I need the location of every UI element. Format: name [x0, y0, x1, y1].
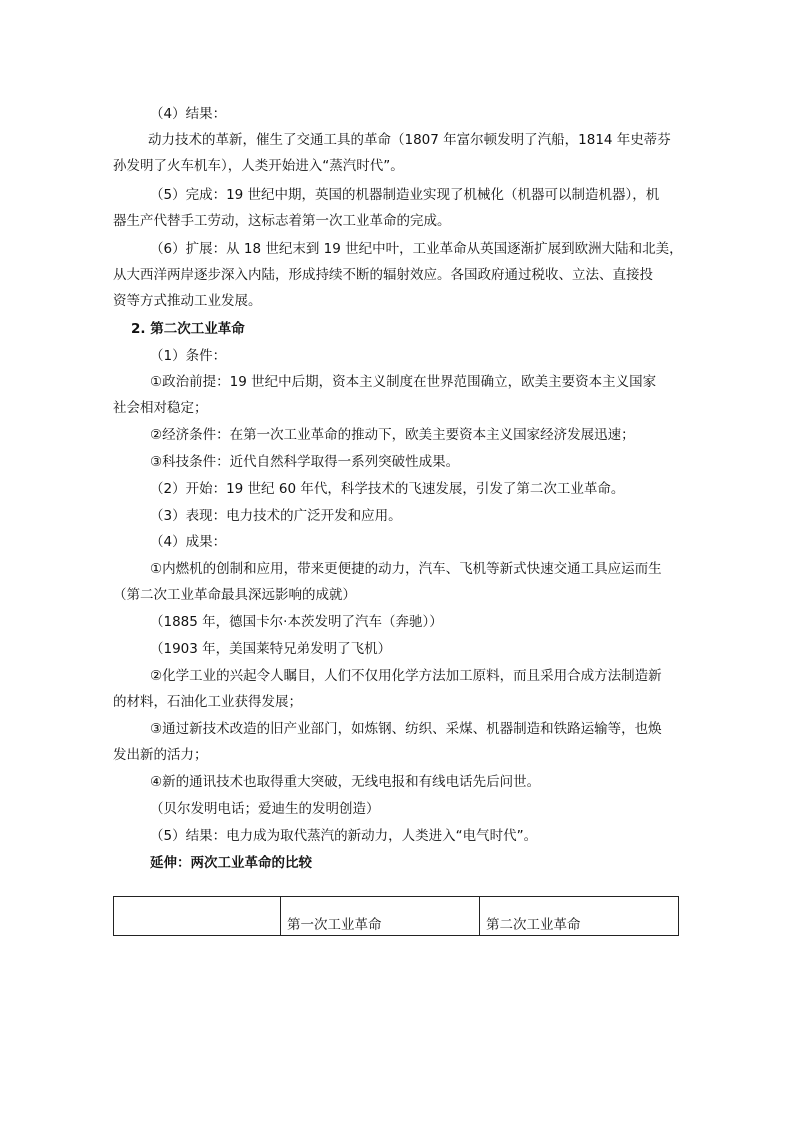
section-heading: 2. 第二次工业革命	[131, 321, 245, 337]
paragraph-line: 社会相对稳定；	[113, 400, 208, 416]
paragraph-line: （1903 年，美国莱特兄弟发明了飞机）	[150, 641, 392, 657]
table-cell: 第一次工业革命	[281, 897, 480, 936]
paragraph-line: 发出新的活力；	[113, 747, 208, 763]
paragraph-line: ①内燃机的创制和应用，带来更便捷的动力，汽车、飞机等新式快速交通工具应运而生	[150, 561, 662, 577]
paragraph-line: ①政治前提：19 世纪中后期，资本主义制度在世界范围确立，欧美主要资本主义国家	[150, 374, 657, 390]
result-heading-1: （4）结果：	[150, 106, 227, 122]
paragraph-line: 从大西洋两岸逐步深入内陆，形成持续不断的辐射效应。各国政府通过税收、立法、直接投	[113, 267, 653, 283]
paragraph-line: （贝尔发明电话；爱迪生的发明创造）	[150, 801, 380, 817]
paragraph-line: ④新的通讯技术也取得重大突破，无线电报和有线电话先后问世。	[150, 774, 541, 790]
paragraph-line: ②化学工业的兴起令人瞩目，人们不仅用化学方法加工原料，而且采用合成方法制造新	[150, 668, 662, 684]
paragraph-line: 的材料，石油化工业获得发展；	[113, 694, 302, 710]
section-heading: 延伸：两次工业革命的比较	[150, 855, 312, 871]
paragraph-line: 资等方式推动工业发展。	[113, 293, 262, 309]
sub-heading: （1）条件：	[150, 348, 227, 364]
paragraph-line: 孙发明了火车机车），人类开始进入“蒸汽时代”。	[113, 158, 404, 174]
paragraph-line: （3）表现：电力技术的广泛开发和应用。	[150, 508, 402, 524]
paragraph-line: （第二次工业革命最具深远影响的成就）	[113, 587, 356, 603]
table-cell	[114, 897, 281, 936]
table-cell: 第二次工业革命	[480, 897, 679, 936]
paragraph-line: 动力技术的革新，催生了交通工具的革命（1807 年富尔顿发明了汽船，1814 年史蒂芬	[148, 132, 671, 148]
paragraph-line: 器生产代替手工劳动，这标志着第一次工业革命的完成。	[113, 213, 451, 229]
sub-heading: （4）成果：	[150, 534, 227, 550]
paragraph-line: （6）扩展：从 18 世纪末到 19 世纪中叶，工业革命从英国逐渐扩展到欧洲大陆和北美，	[150, 241, 683, 257]
paragraph-line: （5）结果：电力成为取代蒸汽的新动力，人类进入“电气时代”。	[150, 828, 538, 844]
paragraph-line: （1885 年，德国卡尔·本茨发明了汽车（奔驰））	[150, 614, 443, 630]
table-header-row	[114, 897, 679, 936]
paragraph-line: ②经济条件：在第一次工业革命的推动下，欧美主要资本主义国家经济发展迅速；	[150, 427, 635, 443]
comparison-table	[113, 896, 679, 936]
paragraph-line: ③通过新技术改造的旧产业部门，如炼钢、纺织、采煤、机器制造和铁路运输等，也焕	[150, 721, 662, 737]
paragraph-line: （2）开始：19 世纪 60 年代，科学技术的飞速发展，引发了第二次工业革命。	[150, 481, 625, 497]
paragraph-line: ③科技条件：近代自然科学取得一系列突破性成果。	[150, 454, 460, 470]
paragraph-line: （5）完成：19 世纪中期，英国的机器制造业实现了机械化（机器可以制造机器），机	[150, 187, 660, 203]
